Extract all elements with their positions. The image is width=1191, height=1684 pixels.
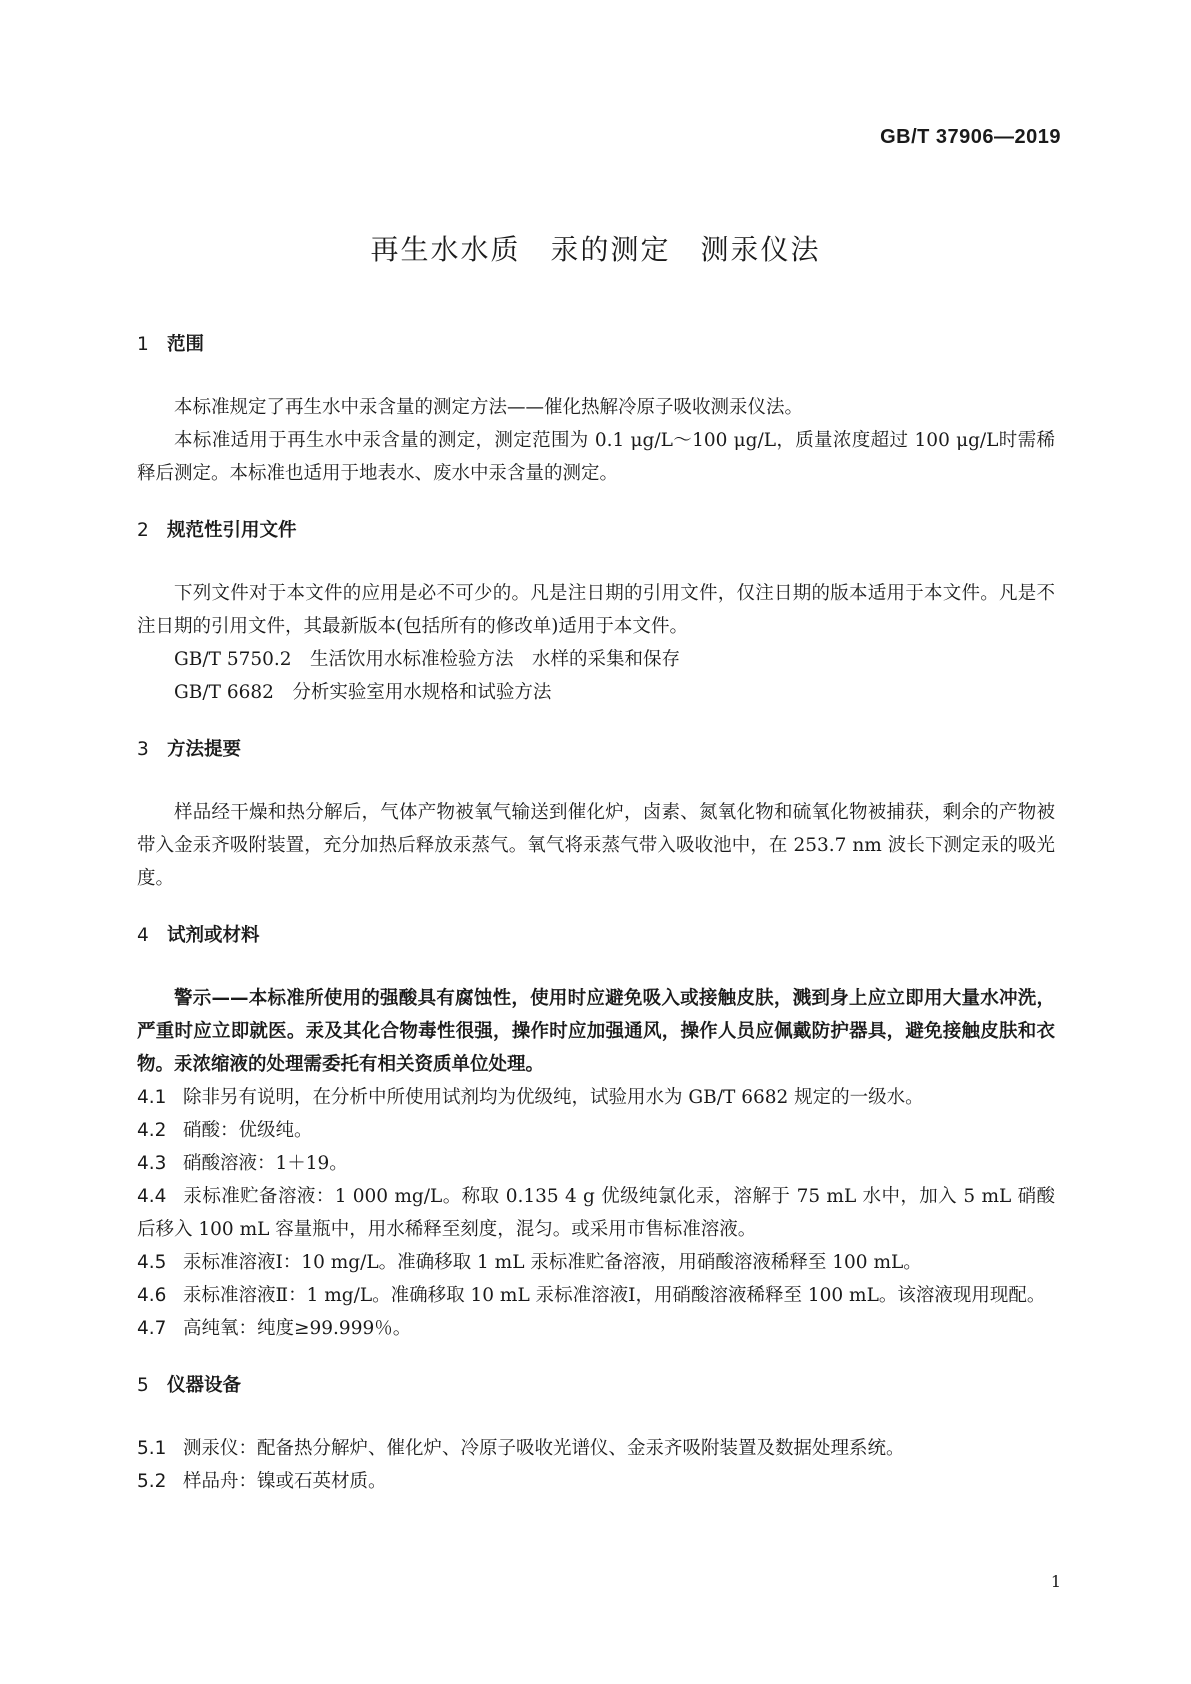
section-heading [137, 1373, 1055, 1399]
paragraph: 本标准规定了再生水中汞含量的测定方法——催化热解冷原子吸收测汞仪法。 [174, 397, 804, 418]
clause-text: 除非另有说明，在分析中所使用试剂均为优级纯，试验用水为 GB/T 6682 规定的一级水。 [183, 1087, 924, 1108]
clause-item [137, 1432, 1055, 1465]
clause-text: 测汞仪：配备热分解炉、催化炉、冷原子吸收光谱仪、金汞齐吸附装置及数据处理系统。 [183, 1438, 905, 1459]
section-heading [137, 737, 1055, 763]
paragraph: 本标准适用于再生水中汞含量的测定，测定范围为 0.1 μg/L～100 μg/L，质量浓度超过 100 μg/L时需稀释后测定。本标准也适用于地表水、废水中汞含量的测定。 [137, 430, 1055, 484]
section-title: 范围 [167, 334, 205, 355]
section-heading [137, 923, 1055, 949]
clause-item [137, 1465, 1055, 1498]
section-title: 规范性引用文件 [167, 520, 297, 541]
section-title: 仪器设备 [167, 1375, 242, 1396]
clause-text: 硝酸：优级纯。 [183, 1120, 313, 1141]
clause-text: 汞标准贮备溶液：1 000 mg/L。称取 0.135 4 g 优级纯氯化汞，溶解于 75 mL 水中，加入 5 mL 硝酸后移入 100 mL 容量瓶中，用水稀释至刻度，混匀。或采用市售标准溶液。 [137, 1186, 1055, 1240]
clause-text: 汞标准溶液Ⅰ：10 mg/L。准确移取 1 mL 汞标准贮备溶液，用硝酸溶液稀释至 100 mL。 [183, 1252, 922, 1273]
clause-number: 4.3 [137, 1153, 167, 1174]
clause-number: 5.1 [137, 1438, 167, 1459]
section-number: 3 [137, 739, 149, 760]
clause-number: 4.2 [137, 1120, 167, 1141]
page-number: 1 [1050, 1572, 1061, 1591]
normative-reference: GB/T 6682 分析实验室用水规格和试验方法 [174, 682, 552, 703]
clause-item [137, 1180, 1055, 1246]
clause-text: 高纯氧：纯度≥99.999％。 [183, 1318, 412, 1339]
clause-text: 样品舟：镍或石英材质。 [183, 1471, 387, 1492]
clause-number: 4.5 [137, 1252, 167, 1273]
clause-item [137, 1147, 1055, 1180]
paragraph: 样品经干燥和热分解后，气体产物被氧气输送到催化炉，卤素、氮氧化物和硫氧化物被捕获，剩余的产物被带入金汞齐吸附装置，充分加热后释放汞蒸气。氧气将汞蒸气带入吸收池中，在 253.7 nm 波长下测定汞的吸光度。 [137, 802, 1055, 889]
clause-number: 4.6 [137, 1285, 167, 1306]
clause-text: 硝酸溶液：1＋19。 [183, 1153, 348, 1174]
section-number: 2 [137, 520, 149, 541]
clause-number: 4.4 [137, 1186, 167, 1207]
clause-number: 5.2 [137, 1471, 167, 1492]
section-number: 5 [137, 1375, 149, 1396]
clause-number: 4.7 [137, 1318, 167, 1339]
normative-reference: GB/T 5750.2 生活饮用水标准检验方法 水样的采集和保存 [174, 649, 681, 670]
clause-text: 汞标准溶液Ⅱ：1 mg/L。准确移取 10 mL 汞标准溶液Ⅰ，用硝酸溶液稀释至 100 mL。该溶液现用现配。 [183, 1285, 1046, 1306]
clause-number: 4.1 [137, 1087, 167, 1108]
section-number: 1 [137, 334, 149, 355]
standard-number: GB/T 37906—2019 [880, 126, 1061, 148]
warning-text: 警示——本标准所使用的强酸具有腐蚀性，使用时应避免吸入或接触皮肤，溅到身上应立即用大量水冲洗，严重时应立即就医。汞及其化合物毒性很强，操作时应加强通风，操作人员应佩戴防护器具，避免接触皮肤和衣物。汞浓缩液的处理需委托有相关资质单位处理。 [137, 988, 1055, 1075]
section-title: 方法提要 [167, 739, 242, 760]
clause-item [137, 1279, 1055, 1312]
section-heading [137, 518, 1055, 544]
document-body [137, 332, 1055, 1498]
section-heading [137, 332, 1055, 358]
document-title: 再生水水质 汞的测定 测汞仪法 [370, 233, 821, 266]
section-title: 试剂或材料 [167, 925, 260, 946]
paragraph: 下列文件对于本文件的应用是必不可少的。凡是注日期的引用文件，仅注日期的版本适用于本文件。凡是不注日期的引用文件，其最新版本(包括所有的修改单)适用于本文件。 [137, 583, 1055, 637]
clause-item [137, 1246, 1055, 1279]
section-number: 4 [137, 925, 149, 946]
clause-item [137, 1312, 1055, 1345]
clause-item [137, 1114, 1055, 1147]
clause-item [137, 1081, 1055, 1114]
